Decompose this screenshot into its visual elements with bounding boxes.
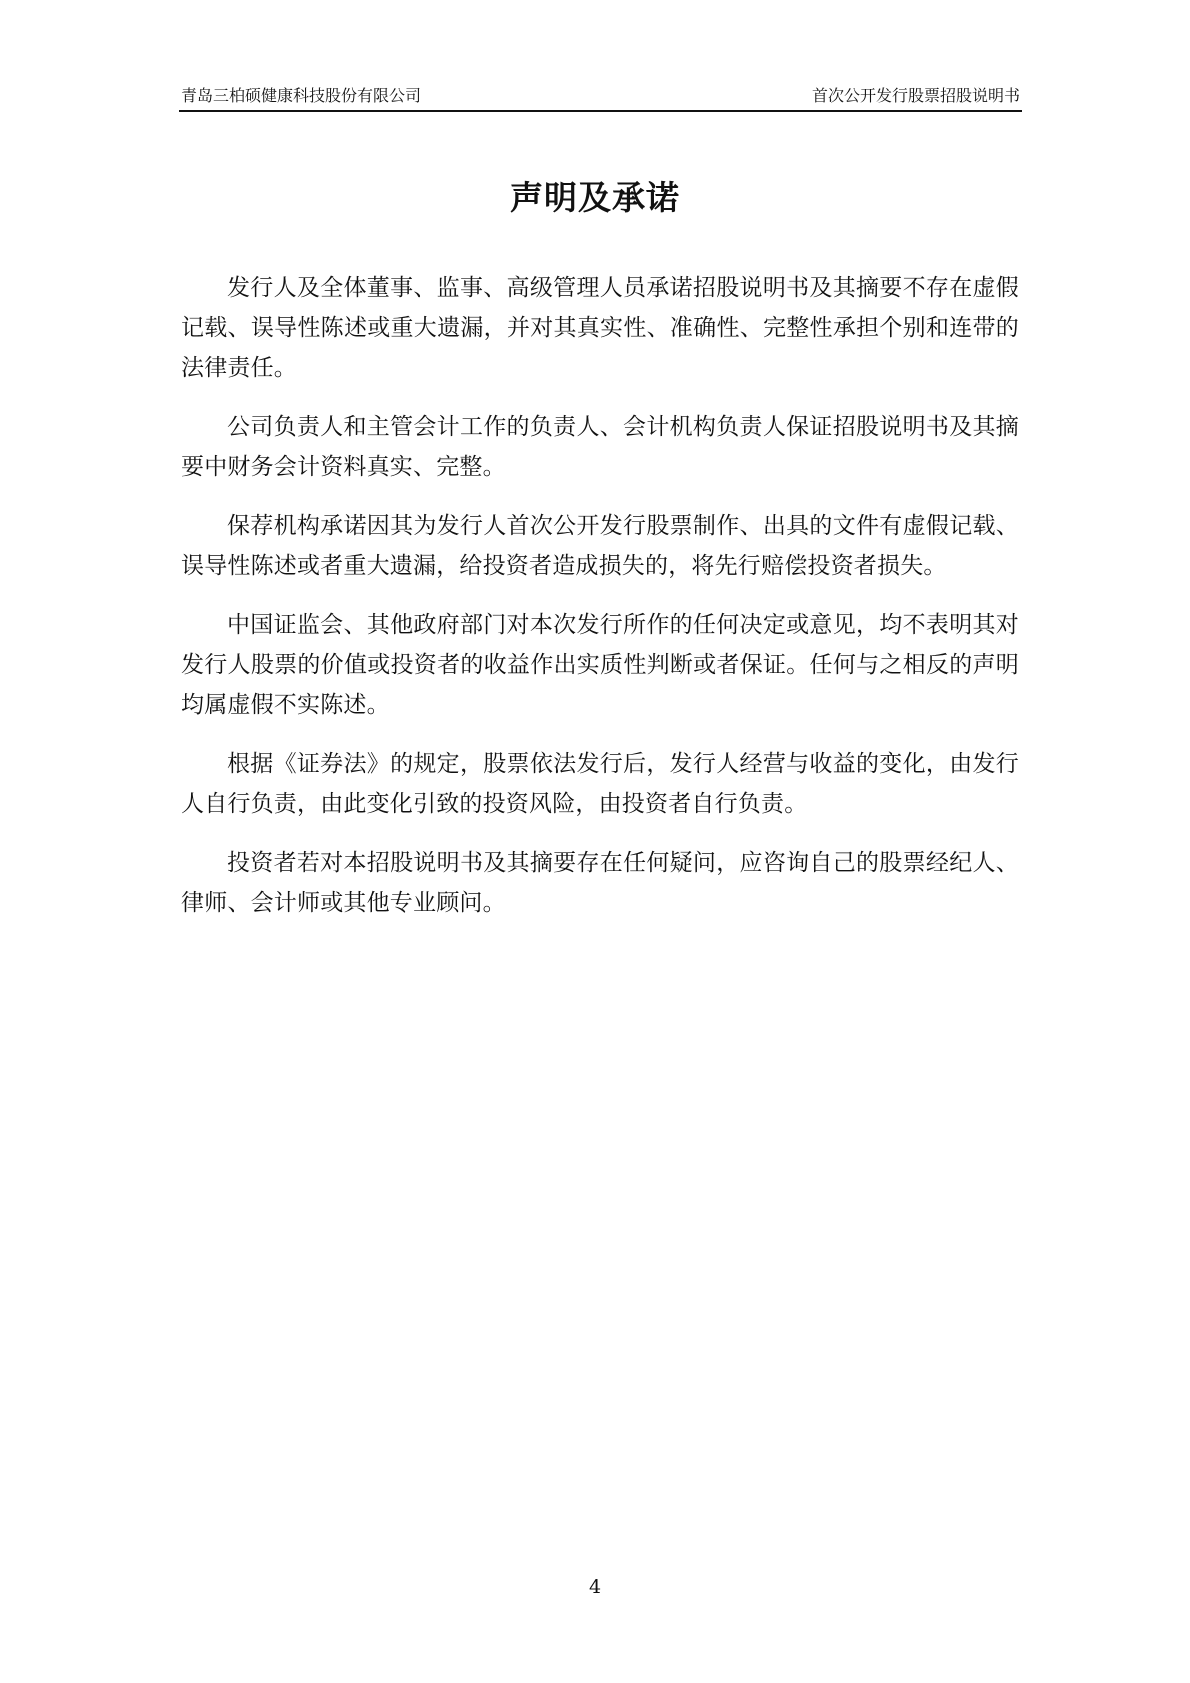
header-company-name: 青岛三柏硕健康科技股份有限公司	[181, 86, 422, 105]
page-title: 声明及承诺	[510, 178, 680, 217]
paragraph-securities-law: 根据《证券法》的规定，股票依法发行后，发行人经营与收益的变化，由发行人自行负责，由此变化引致的投资风险，由投资者自行负责。	[181, 751, 1019, 817]
paragraph-sponsor-commitment: 保荐机构承诺因其为发行人首次公开发行股票制作、出具的文件有虚假记载、误导性陈述或者重大遗漏，给投资者造成损失的，将先行赔偿投资者损失。	[181, 513, 1019, 579]
page-header	[179, 84, 1022, 112]
paragraph-financial-guarantee: 公司负责人和主管会计工作的负责人、会计机构负责人保证招股说明书及其摘要中财务会计资料真实、完整。	[181, 414, 1019, 480]
paragraph-issuer-commitment: 发行人及全体董事、监事、高级管理人员承诺招股说明书及其摘要不存在虚假记载、误导性陈述或重大遗漏，并对其真实性、准确性、完整性承担个别和连带的法律责任。	[181, 275, 1019, 381]
paragraph-investor-advice: 投资者若对本招股说明书及其摘要存在任何疑问，应咨询自己的股票经纪人、律师、会计师或其他专业顾问。	[181, 850, 1019, 916]
paragraph-regulator-disclaimer: 中国证监会、其他政府部门对本次发行所作的任何决定或意见，均不表明其对发行人股票的价值或投资者的收益作出实质性判断或者保证。任何与之相反的声明均属虚假不实陈述。	[181, 612, 1019, 718]
page-number: 4	[588, 1576, 602, 1598]
statement-body	[181, 268, 1019, 942]
header-document-title: 首次公开发行股票招股说明书	[811, 86, 1020, 105]
